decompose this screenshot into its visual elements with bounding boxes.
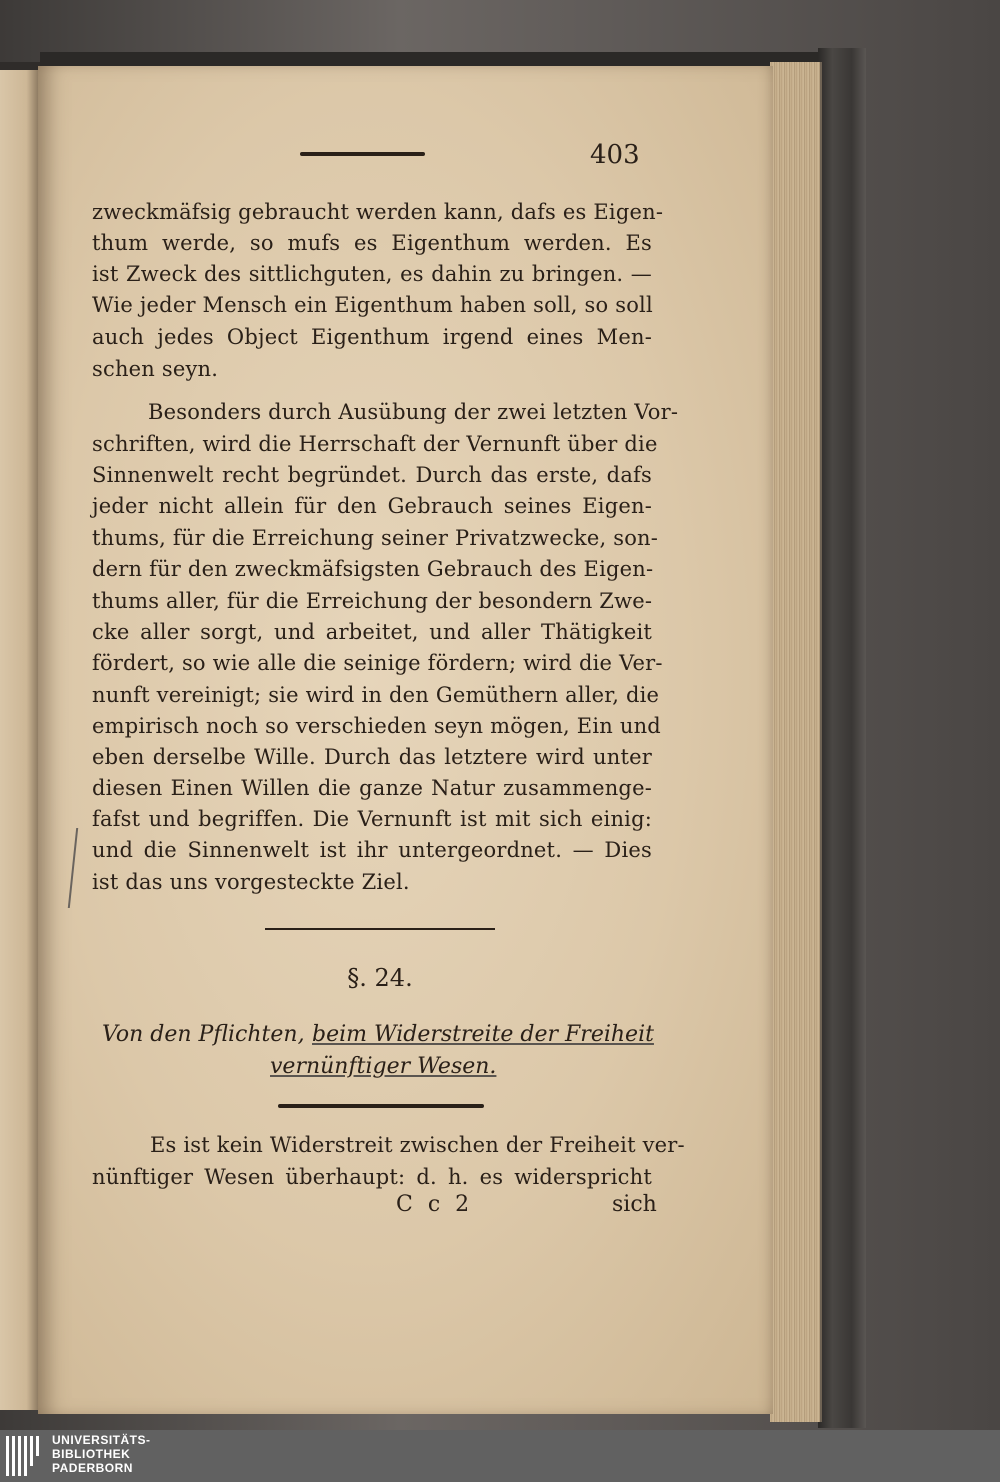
library-logo-icon: [6, 1436, 46, 1476]
text-line: ist Zweck des sittlichguten, es dahin zu bringen. —: [92, 262, 652, 286]
text-line: nünftiger Wesen überhaupt: d. h. es widerspricht: [92, 1165, 652, 1189]
text-line: fördert, so wie alle die seinige fördern; wird die Ver-: [92, 651, 663, 675]
text-line: Wie jeder Mensch ein Eigenthum haben soll, so soll: [92, 293, 653, 317]
section-title-part1: Von den Pflichten,: [102, 1022, 305, 1047]
signature-mark: C c 2: [396, 1192, 474, 1217]
library-name-line1: UNIVERSITÄTS-: [52, 1433, 151, 1447]
text-line: schriften, wird die Herrschaft der Vernunft über die: [92, 432, 658, 456]
left-page-edge: [0, 70, 38, 1410]
text-line: dern für den zweckmäfsigsten Gebrauch des Eigen-: [92, 557, 654, 581]
section-divider-rule: [265, 928, 495, 930]
section-title-line2: vernünftiger Wesen.: [270, 1054, 497, 1079]
page-edges: [770, 62, 822, 1422]
text-line: zweckmäfsig gebraucht werden kann, dafs es Eigen-: [92, 200, 664, 224]
text-line: Es ist kein Widerstreit zwischen der Freiheit ver-: [150, 1133, 685, 1157]
text-line: thums, für die Erreichung seiner Privatzwecke, son-: [92, 526, 659, 550]
book-cover-right: [818, 48, 866, 1428]
text-line: schen seyn.: [92, 357, 219, 381]
text-line: thums aller, für die Erreichung der besondern Zwe-: [92, 589, 653, 613]
text-line: ist das uns vorgesteckte Ziel.: [92, 870, 410, 894]
text-line: empirisch noch so verschieden seyn mögen, Ein und: [92, 714, 661, 738]
text-line: cke aller sorgt, und arbeitet, und aller Thätigkeit: [92, 620, 652, 644]
text-line: und die Sinnenwelt ist ihr untergeordnet. — Dies: [92, 838, 652, 862]
text-line: fafst und begriffen. Die Vernunft ist mit sich einig:: [92, 807, 652, 831]
page-number: 403: [590, 140, 640, 170]
text-line: eben derselbe Wille. Durch das letztere wird unter: [92, 745, 652, 769]
library-name: [52, 1433, 151, 1475]
section-title-part2: beim Widerstreite der Freiheit: [312, 1022, 654, 1047]
text-line: thum werde, so mufs es Eigenthum werden. Es: [92, 231, 652, 255]
section-number: §. 24.: [347, 964, 413, 992]
library-name-line3: PADERBORN: [52, 1461, 133, 1475]
text-line: Besonders durch Ausübung der zwei letzten Vor-: [148, 400, 679, 424]
text-line: auch jedes Object Eigenthum irgend eines Men-: [92, 325, 652, 349]
text-line: diesen Einen Willen die ganze Natur zusammenge-: [92, 776, 652, 800]
library-name-line2: BIBLIOTHEK: [52, 1447, 131, 1461]
text-line: Sinnenwelt recht begründet. Durch das erste, dafs: [92, 463, 652, 487]
catchword: sich: [612, 1192, 657, 1217]
section-title-rule: [278, 1104, 484, 1108]
header-ornament: [300, 152, 425, 156]
text-line: nunft vereinigt; sie wird in den Gemüthern aller, die: [92, 683, 660, 707]
text-line: jeder nicht allein für den Gebrauch seines Eigen-: [92, 494, 652, 518]
